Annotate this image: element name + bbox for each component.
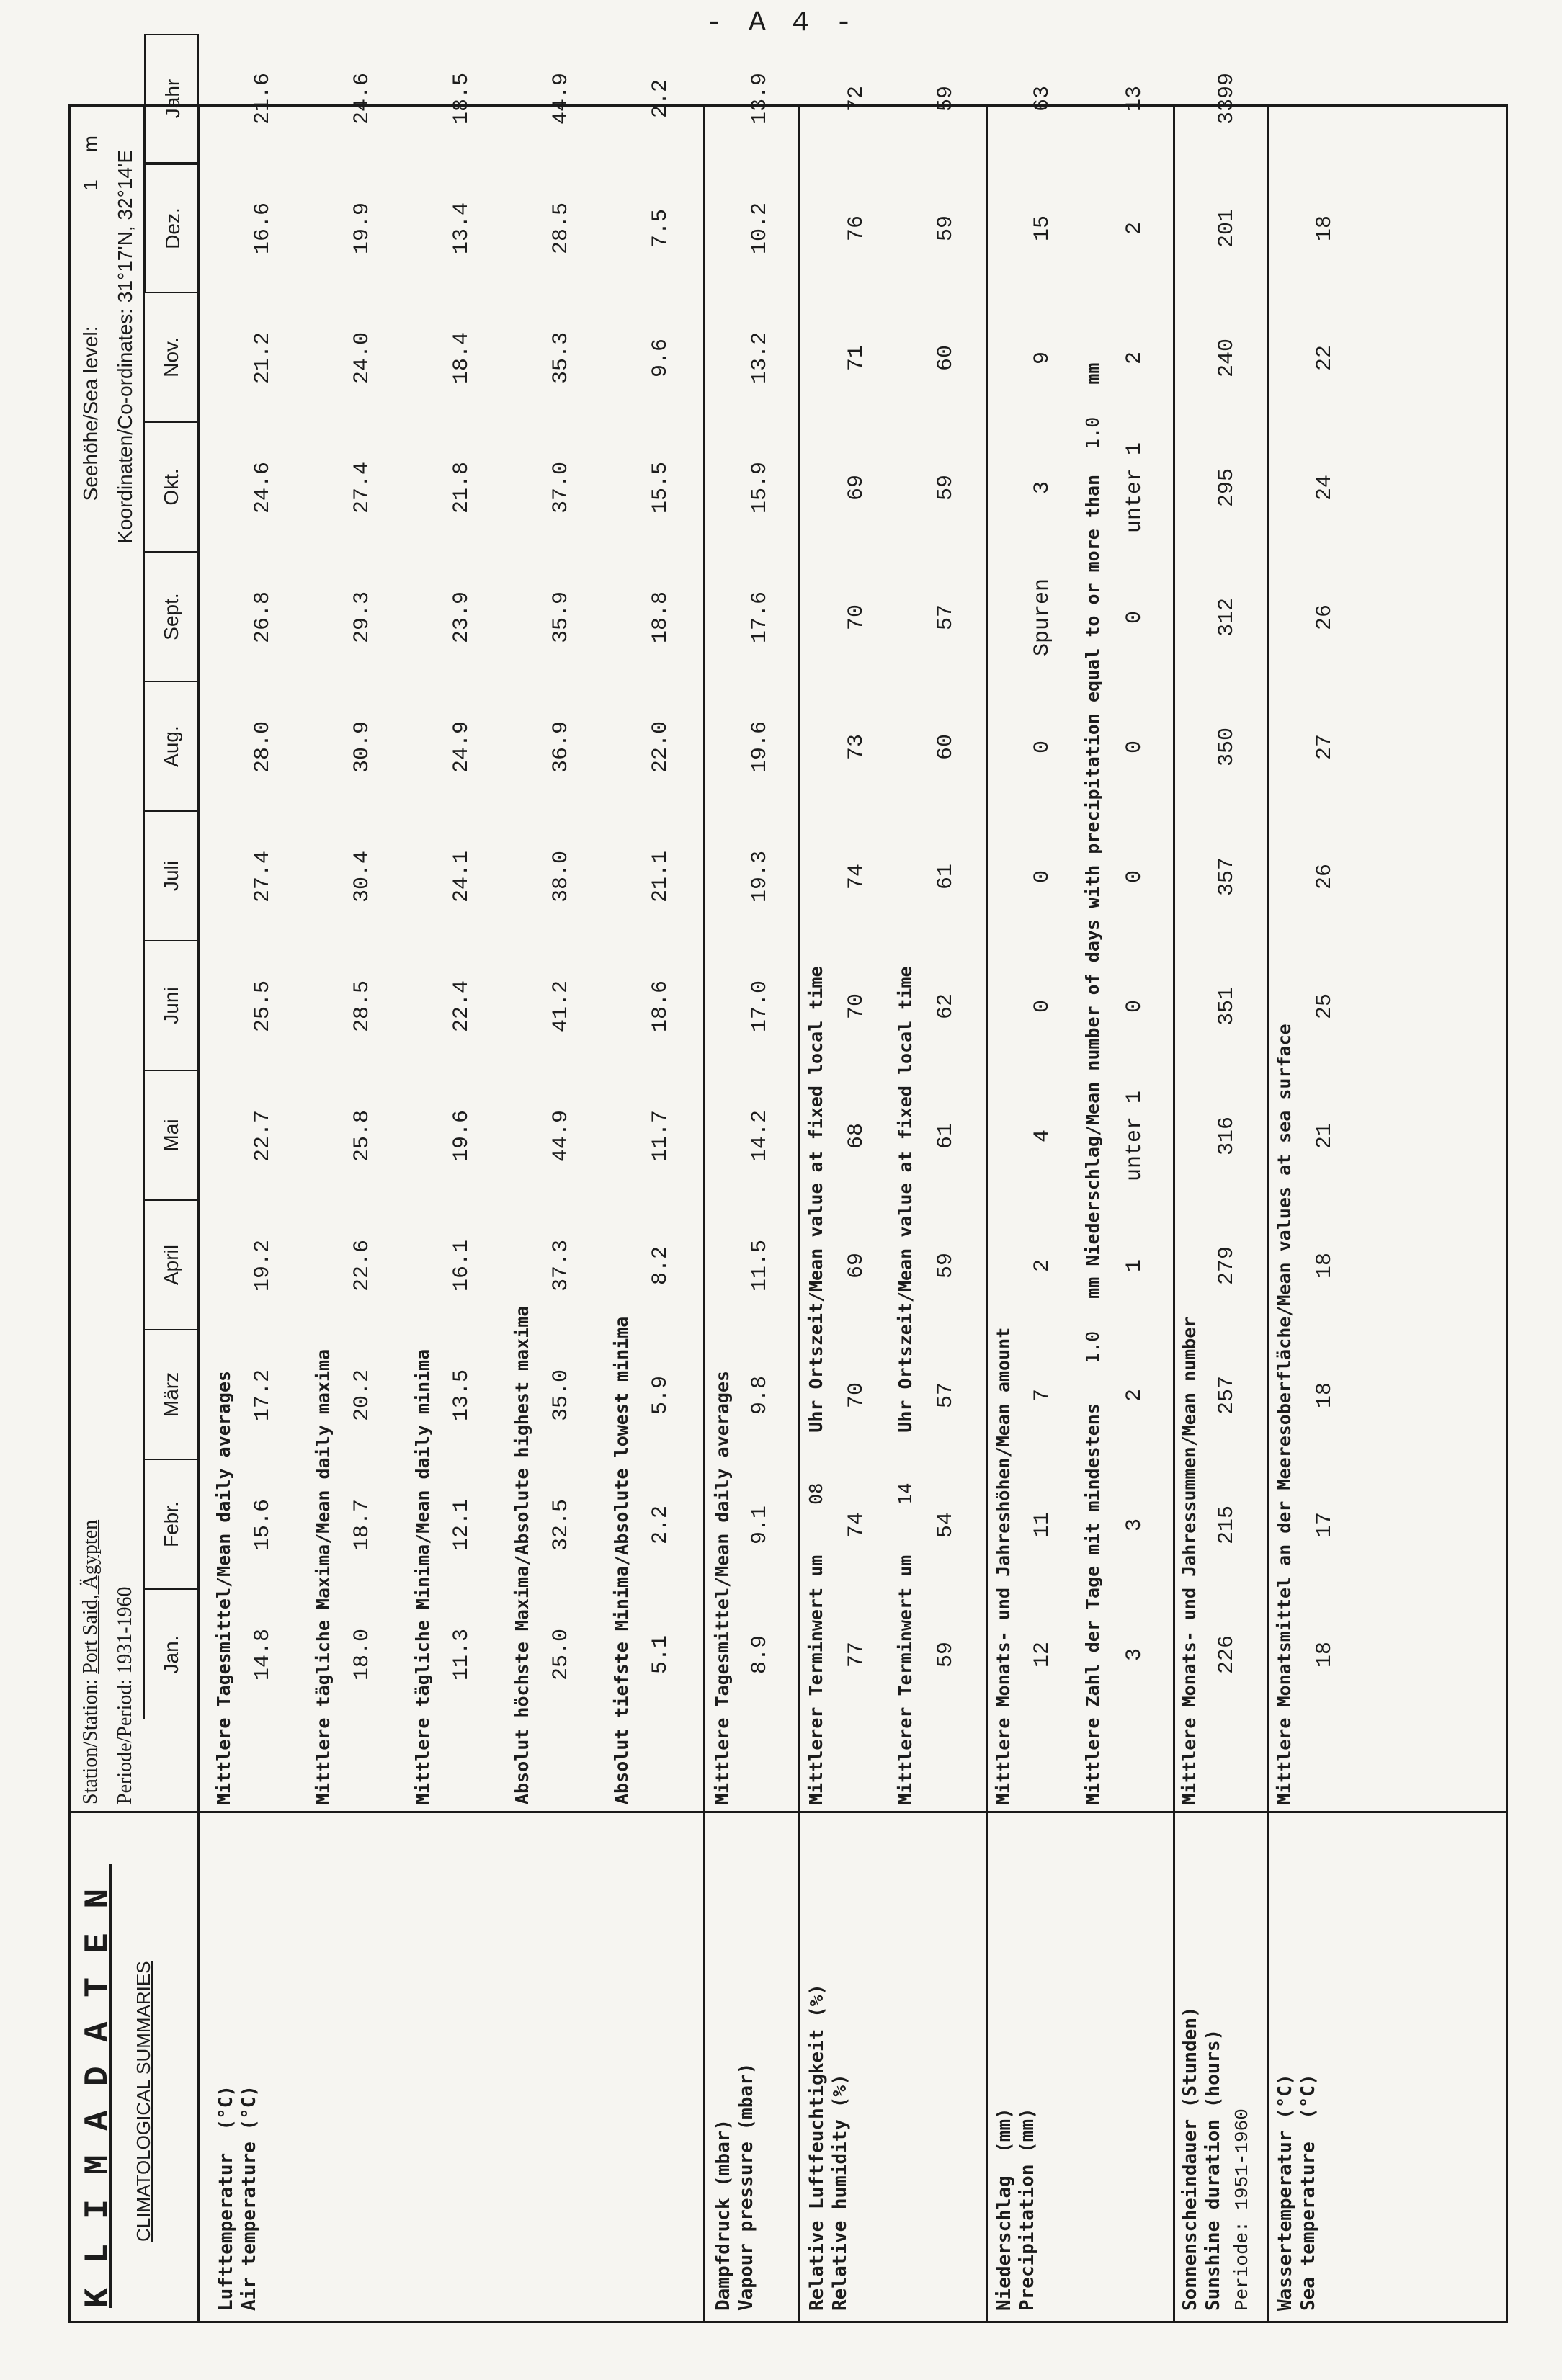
table-cell: 61 bbox=[934, 864, 958, 890]
station-label: Station/Station: bbox=[79, 1678, 102, 1804]
table-cell: 77 bbox=[844, 1642, 869, 1668]
table-cell: 36.9 bbox=[549, 721, 574, 774]
sunshine-title: Mittlere Monats- und Jahressummen/Mean number bbox=[1179, 1316, 1200, 1804]
sea-level-line bbox=[79, 135, 102, 501]
table-cell: 26 bbox=[1313, 864, 1337, 890]
table-cell: 20.2 bbox=[350, 1369, 375, 1422]
air-label-de: Lufttemperatur (°C) bbox=[215, 2085, 237, 2311]
air-absmax-title: Absolut höchste Maxima/Absolute highest maxima bbox=[512, 1305, 532, 1804]
column-header: Jan. bbox=[160, 1635, 182, 1674]
table-cell: 26.8 bbox=[251, 591, 275, 644]
sea-level-unit: m bbox=[79, 135, 102, 153]
table-cell: 0 bbox=[1030, 741, 1055, 754]
column-header: Dez. bbox=[144, 164, 199, 293]
table-cell: 15.6 bbox=[251, 1499, 275, 1552]
column-header: Juli bbox=[144, 812, 199, 941]
table-cell: 0 bbox=[1030, 1000, 1055, 1014]
table-cell: 16.6 bbox=[251, 202, 275, 255]
table-cell: 68 bbox=[844, 1123, 869, 1150]
table-cell: 351 bbox=[1215, 987, 1239, 1026]
table-cell: 21.8 bbox=[450, 462, 474, 514]
air-mean-title: Mittlere Tagesmittel/Mean daily averages bbox=[213, 1370, 234, 1804]
table-cell: 16.1 bbox=[450, 1240, 474, 1292]
table-cell: 3 bbox=[1123, 1648, 1147, 1662]
table-cell: 257 bbox=[1215, 1376, 1239, 1415]
humidity-14-title-a: Mittlerer Terminwert um bbox=[895, 1554, 916, 1804]
precip-label-de: Niederschlag (mm) bbox=[994, 2108, 1015, 2311]
column-header: Febr. bbox=[144, 1460, 199, 1590]
column-header: Sept. bbox=[144, 552, 199, 682]
table-cell: 2 bbox=[1030, 1259, 1055, 1273]
table-cell: 0 bbox=[1123, 611, 1147, 625]
table-cell: 7 bbox=[1030, 1389, 1055, 1402]
table-cell: 18 bbox=[1313, 1382, 1337, 1409]
table-cell: 4 bbox=[1030, 1129, 1055, 1143]
table-cell: 61 bbox=[934, 1123, 958, 1150]
precip-days-title-a: Mittlere Zahl der Tage mit mindestens bbox=[1082, 1403, 1103, 1804]
table-cell: 69 bbox=[844, 1253, 869, 1279]
column-header: Nov. bbox=[144, 293, 199, 423]
table-cell: 25.5 bbox=[251, 980, 275, 1033]
table-cell: 59 bbox=[934, 215, 958, 242]
table-cell: 17.2 bbox=[251, 1369, 275, 1422]
table-cell: 37.3 bbox=[549, 1240, 574, 1292]
precip-days-unit: mm bbox=[1082, 362, 1103, 385]
table-cell: 17 bbox=[1313, 1512, 1337, 1539]
table-cell: 11.3 bbox=[450, 1629, 474, 1681]
table-cell: 2.2 bbox=[648, 1506, 673, 1545]
table-cell: 18.4 bbox=[450, 332, 474, 385]
table-cell: 70 bbox=[844, 604, 869, 631]
table-cell: 18.0 bbox=[350, 1629, 375, 1681]
table-cell: 54 bbox=[934, 1512, 958, 1539]
table-cell: 10.2 bbox=[748, 202, 772, 255]
table-cell: 27.4 bbox=[350, 462, 375, 514]
table-cell: 312 bbox=[1215, 598, 1239, 638]
sea-label-en: Sea temperature (°C) bbox=[1298, 2074, 1319, 2311]
sea-title: Mittlere Monatsmittel an der Meeresoberfläche/Mean values at sea surface bbox=[1274, 1024, 1295, 1804]
table-cell: 59 bbox=[934, 86, 958, 112]
precip-days-title bbox=[1082, 363, 1103, 1804]
table-cell: 201 bbox=[1215, 209, 1239, 249]
table-cell: 0 bbox=[1123, 741, 1147, 754]
vapour-title: Mittlere Tagesmittel/Mean daily averages bbox=[712, 1370, 733, 1804]
table-cell: 19.2 bbox=[251, 1240, 275, 1292]
table-cell: 44.9 bbox=[549, 73, 574, 125]
station-name: Port Said, Ägypten bbox=[79, 1519, 102, 1674]
table-cell: 22 bbox=[1313, 345, 1337, 372]
table-cell: 24.9 bbox=[450, 721, 474, 774]
table-cell: 1 bbox=[1123, 1259, 1147, 1273]
precip-days-title-b: mm Niederschlag/Mean number of days with precipitation equal to or more than bbox=[1082, 474, 1103, 1299]
table-cell: 35.0 bbox=[549, 1369, 574, 1422]
table-cell: 28.5 bbox=[350, 980, 375, 1033]
vapour-label-de: Dampfdruck (mbar) bbox=[713, 2119, 734, 2311]
table-cell: 18.6 bbox=[648, 980, 673, 1033]
table-cell: 5.9 bbox=[648, 1376, 673, 1415]
table-cell: 295 bbox=[1215, 468, 1239, 508]
period-line bbox=[114, 1586, 137, 1804]
table-cell: 2 bbox=[1123, 222, 1147, 236]
table-cell: 15.9 bbox=[748, 462, 772, 514]
table-cell: 72 bbox=[844, 86, 869, 112]
table-cell: 25 bbox=[1313, 993, 1337, 1020]
table-cell: 18 bbox=[1313, 1253, 1337, 1279]
table-cell: unter 1 bbox=[1123, 442, 1147, 534]
table-cell: 73 bbox=[844, 734, 869, 761]
humidity-14-title bbox=[895, 966, 916, 1804]
data-area bbox=[71, 73, 1506, 1813]
sunshine-label-en: Sunshine duration (hours) bbox=[1202, 2028, 1224, 2311]
table-cell: 15.5 bbox=[648, 462, 673, 514]
table-cell: 60 bbox=[934, 345, 958, 372]
table-cell: 69 bbox=[844, 475, 869, 501]
table-cell: 9.8 bbox=[748, 1376, 772, 1415]
table-cell: 44.9 bbox=[549, 1110, 574, 1163]
table-cell: 41.2 bbox=[549, 980, 574, 1033]
table-cell: 13.5 bbox=[450, 1369, 474, 1422]
table-cell: 18.8 bbox=[648, 591, 673, 644]
column-header: März bbox=[144, 1330, 199, 1460]
table-cell: 35.3 bbox=[549, 332, 574, 385]
table-cell: 70 bbox=[844, 993, 869, 1020]
period-label: Periode/Period: bbox=[114, 1678, 136, 1804]
table-cell: Spuren bbox=[1030, 578, 1055, 657]
table-cell: 13 bbox=[1123, 86, 1147, 112]
table-cell: 2 bbox=[1123, 1389, 1147, 1402]
column-header: April bbox=[144, 1201, 199, 1330]
table-cell: 30.4 bbox=[350, 851, 375, 903]
table-cell: 18.5 bbox=[450, 73, 474, 125]
table-cell: 63 bbox=[1030, 86, 1055, 112]
air-absmin-title: Absolut tiefste Minima/Absolute lowest minima bbox=[611, 1316, 632, 1804]
table-cell: 19.9 bbox=[350, 202, 375, 255]
column-header: Okt. bbox=[144, 423, 199, 552]
table-cell: 22.0 bbox=[648, 721, 673, 774]
table-cell: 9.1 bbox=[748, 1506, 772, 1545]
table-cell: 38.0 bbox=[549, 851, 574, 903]
table-cell: 5.1 bbox=[648, 1635, 673, 1675]
table-cell: 9.6 bbox=[648, 339, 673, 378]
table-cell: 350 bbox=[1215, 728, 1239, 767]
table-cell: 59 bbox=[934, 1253, 958, 1279]
humidity-08-hour: 08 bbox=[805, 1482, 826, 1505]
air-max-title: Mittlere tägliche Maxima/Mean daily maxima bbox=[313, 1348, 334, 1804]
table-cell: 22.7 bbox=[251, 1110, 275, 1163]
table-cell: 71 bbox=[844, 345, 869, 372]
period-value: 1931-1960 bbox=[114, 1586, 136, 1674]
table-cell: 17.0 bbox=[748, 980, 772, 1033]
table-cell: 19.6 bbox=[748, 721, 772, 774]
air-label-en: Air temperature (°C) bbox=[238, 2085, 260, 2311]
column-header: Aug. bbox=[144, 682, 199, 812]
table-cell: 14.2 bbox=[748, 1110, 772, 1163]
humidity-label-de: Relative Luftfeuchtigkeit (%) bbox=[806, 1984, 828, 2311]
table-cell: 8.2 bbox=[648, 1246, 673, 1286]
table-cell: 29.3 bbox=[350, 591, 375, 644]
table-cell: 18 bbox=[1313, 215, 1337, 242]
station-line bbox=[79, 1520, 102, 1804]
table-cell: 12.1 bbox=[450, 1499, 474, 1552]
table-cell: 26 bbox=[1313, 604, 1337, 631]
table-cell: 8.9 bbox=[748, 1635, 772, 1675]
table-cell: 57 bbox=[934, 1382, 958, 1409]
table-cell: 0 bbox=[1030, 870, 1055, 884]
table-cell: 32.5 bbox=[549, 1499, 574, 1552]
humidity-14-hour: 14 bbox=[895, 1482, 916, 1505]
table-cell: 21.2 bbox=[251, 332, 275, 385]
humidity-08-title-b: Uhr Ortszeit/Mean value at fixed local time bbox=[805, 966, 826, 1433]
table-cell: 19.3 bbox=[748, 851, 772, 903]
table-cell: 316 bbox=[1215, 1117, 1239, 1156]
table-cell: 9 bbox=[1030, 352, 1055, 365]
page-title: KLIMADATEN bbox=[79, 1864, 117, 2308]
column-header: Mai bbox=[144, 1071, 199, 1201]
table-cell: 11 bbox=[1030, 1512, 1055, 1539]
table-cell: 27 bbox=[1313, 734, 1337, 761]
table-cell: 35.9 bbox=[549, 591, 574, 644]
table-cell: unter 1 bbox=[1123, 1090, 1147, 1182]
table-cell: 2 bbox=[1123, 352, 1147, 365]
climate-table bbox=[68, 73, 1508, 2323]
column-header: Jahr bbox=[144, 34, 199, 164]
table-cell: 24.6 bbox=[251, 462, 275, 514]
sea-level-value: 1 bbox=[79, 179, 102, 191]
table-cell: 2.2 bbox=[648, 79, 673, 119]
table-cell: 22.6 bbox=[350, 1240, 375, 1292]
table-cell: 21.6 bbox=[251, 73, 275, 125]
table-cell: 60 bbox=[934, 734, 958, 761]
table-cell: 59 bbox=[934, 475, 958, 501]
coordinates-line bbox=[114, 150, 137, 544]
table-cell: 74 bbox=[844, 1512, 869, 1539]
table-cell: 3399 bbox=[1215, 73, 1239, 125]
humidity-08-title bbox=[805, 966, 826, 1804]
table-cell: 27.4 bbox=[251, 851, 275, 903]
table-cell: 62 bbox=[934, 993, 958, 1020]
table-cell: 7.5 bbox=[648, 209, 673, 249]
table-cell: 18 bbox=[1313, 1642, 1337, 1668]
precip-days-threshold: 1.0 bbox=[1082, 1330, 1103, 1364]
table-cell: 28.0 bbox=[251, 721, 275, 774]
table-cell: 15 bbox=[1030, 215, 1055, 242]
table-cell: 23.9 bbox=[450, 591, 474, 644]
precip-label-en: Precipitation (mm) bbox=[1017, 2108, 1038, 2311]
table-cell: 17.6 bbox=[748, 591, 772, 644]
table-cell: 22.4 bbox=[450, 980, 474, 1033]
sunshine-period: Periode: 1951-1960 bbox=[1231, 2108, 1253, 2311]
table-cell: 25.8 bbox=[350, 1110, 375, 1163]
sea-level-label: Seehöhe/Sea level: bbox=[79, 326, 102, 501]
table-cell: 240 bbox=[1215, 339, 1239, 378]
precip-days-threshold2: 1.0 bbox=[1082, 416, 1103, 449]
vapour-label-en: Vapour pressure (mbar) bbox=[736, 2062, 757, 2311]
table-cell: 279 bbox=[1215, 1246, 1239, 1286]
table-cell: 0 bbox=[1123, 1000, 1147, 1014]
precip-amount-title: Mittlere Monats- und Jahreshöhen/Mean amount bbox=[993, 1327, 1014, 1804]
table-cell: 357 bbox=[1215, 857, 1239, 897]
table-cell: 13.4 bbox=[450, 202, 474, 255]
table-cell: 57 bbox=[934, 604, 958, 631]
table-cell: 24.6 bbox=[350, 73, 375, 125]
table-cell: 13.2 bbox=[748, 332, 772, 385]
table-cell: 24.1 bbox=[450, 851, 474, 903]
table-cell: 11.5 bbox=[748, 1240, 772, 1292]
table-cell: 28.5 bbox=[549, 202, 574, 255]
table-cell: 19.6 bbox=[450, 1110, 474, 1163]
table-cell: 13.9 bbox=[748, 73, 772, 125]
table-cell: 74 bbox=[844, 864, 869, 890]
sea-label-de: Wassertemperatur (°C) bbox=[1275, 2074, 1296, 2311]
humidity-14-title-b: Uhr Ortszeit/Mean value at fixed local time bbox=[895, 966, 916, 1433]
coord-label: Koordinaten/Co-ordinates: bbox=[114, 308, 136, 544]
table-cell: 37.0 bbox=[549, 462, 574, 514]
table-cell: 25.0 bbox=[549, 1629, 574, 1681]
table-cell: 3 bbox=[1030, 481, 1055, 495]
page-subtitle: CLIMATOLOGICAL SUMMARIES bbox=[133, 1961, 154, 2242]
table-cell: 59 bbox=[934, 1642, 958, 1668]
sunshine-label-de: Sonnenscheindauer (Stunden) bbox=[1179, 2006, 1201, 2311]
table-cell: 18.7 bbox=[350, 1499, 375, 1552]
table-cell: 30.9 bbox=[350, 721, 375, 774]
page-number: - A 4 - bbox=[705, 7, 857, 40]
table-cell: 14.8 bbox=[251, 1629, 275, 1681]
table-cell: 12 bbox=[1030, 1642, 1055, 1668]
air-min-title: Mittlere tägliche Minima/Mean daily minima bbox=[412, 1348, 433, 1804]
table-cell: 24.0 bbox=[350, 332, 375, 385]
table-cell: 11.7 bbox=[648, 1110, 673, 1163]
table-cell: 226 bbox=[1215, 1635, 1239, 1675]
humidity-08-title-a: Mittlerer Terminwert um bbox=[805, 1554, 826, 1804]
table-cell: 215 bbox=[1215, 1506, 1239, 1545]
coord-value: 31°17'N, 32°14'E bbox=[114, 150, 136, 303]
table-cell: 70 bbox=[844, 1382, 869, 1409]
table-cell: 24 bbox=[1313, 475, 1337, 501]
left-label-column bbox=[71, 1811, 1506, 2321]
table-cell: 3 bbox=[1123, 1518, 1147, 1532]
table-cell: 21 bbox=[1313, 1123, 1337, 1150]
table-cell: 21.1 bbox=[648, 851, 673, 903]
table-cell: 0 bbox=[1123, 870, 1147, 884]
table-cell: 76 bbox=[844, 215, 869, 242]
humidity-label-en: Relative humidity (%) bbox=[829, 2074, 851, 2311]
column-header: Juni bbox=[144, 941, 199, 1071]
